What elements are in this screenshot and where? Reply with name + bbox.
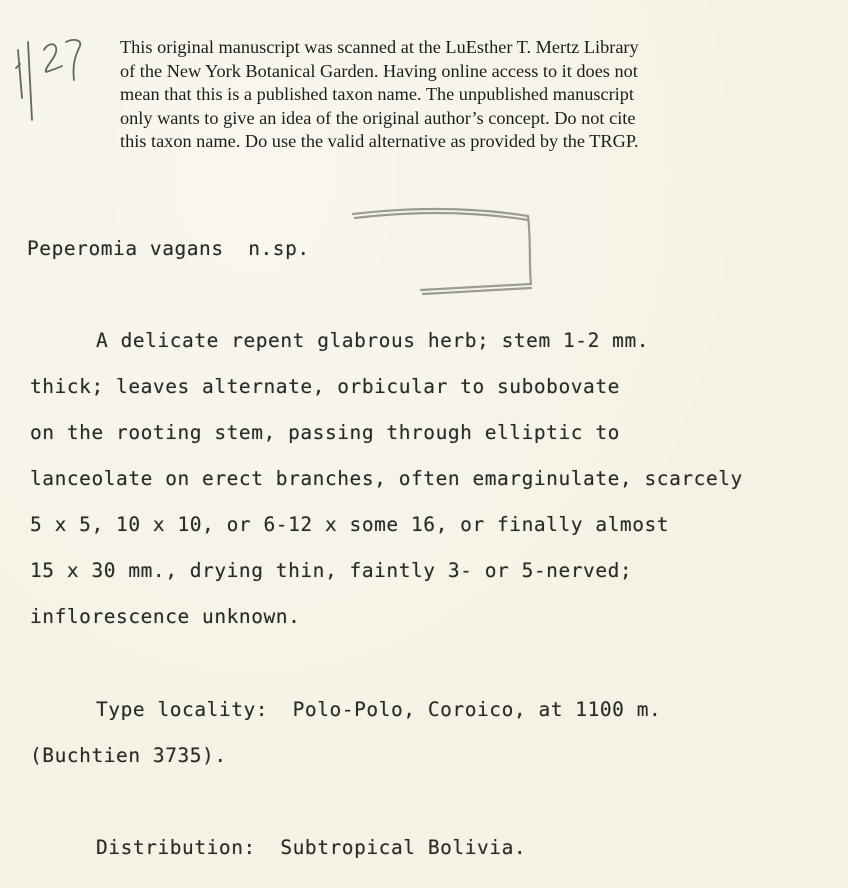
notice-line: of the New York Botanical Garden. Having online access to it does not — [120, 60, 638, 81]
handwritten-pencil-note — [8, 28, 98, 123]
distribution-line: Distribution: Subtropical Bolivia. — [96, 836, 527, 859]
type-locality-line: (Buchtien 3735). — [30, 744, 227, 767]
description-line: inflorescence unknown. — [30, 605, 301, 628]
description-line: on the rooting stem, passing through elliptic to — [30, 421, 620, 444]
description-line: 15 x 30 mm., drying thin, faintly 3- or 5-nerved; — [30, 559, 633, 582]
library-notice — [120, 36, 750, 154]
description-line: lanceolate on erect branches, often emarginulate, scarcely — [30, 467, 743, 490]
notice-line: only wants to give an idea of the original author’s concept. Do not cite — [120, 107, 636, 128]
notice-line: this taxon name. Do use the valid alternative as provided by the TRGP. — [120, 131, 639, 152]
description-line: thick; leaves alternate, orbicular to subobovate — [30, 375, 620, 398]
pencil-bracket-mark — [345, 200, 545, 300]
description-line: A delicate repent glabrous herb; stem 1-2 mm. — [96, 329, 650, 352]
type-locality-line: Type locality: Polo-Polo, Coroico, at 1100 m. — [96, 698, 662, 721]
species-title: Peperomia vagans n.sp. — [27, 237, 310, 260]
notice-line: This original manuscript was scanned at the LuEsther T. Mertz Library — [120, 37, 639, 57]
description-line: 5 x 5, 10 x 10, or 6-12 x some 16, or finally almost — [30, 513, 670, 536]
notice-line: mean that this is a published taxon name. The unpublished manuscript — [120, 84, 634, 105]
